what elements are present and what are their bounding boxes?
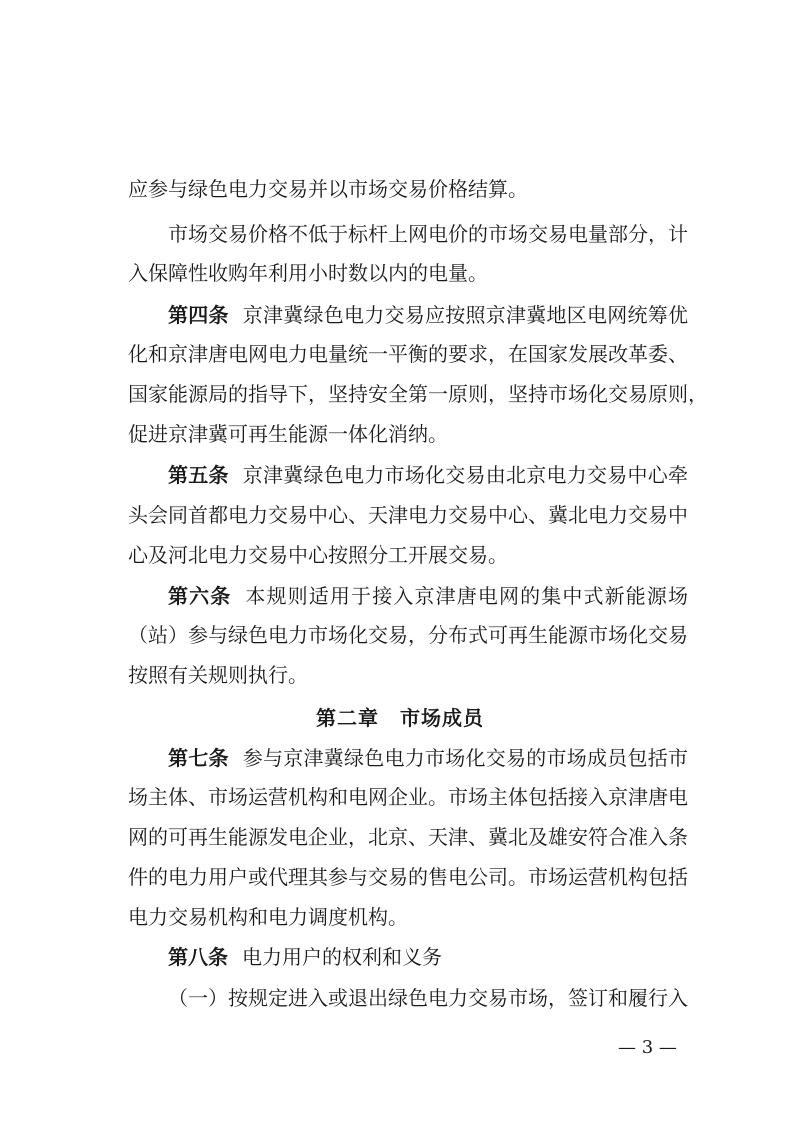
page-number: — 3 — (618, 1037, 677, 1058)
paragraph-line: 网的可再生能源发电企业，北京、天津、冀北及雄安符合准入条 (128, 825, 688, 849)
paragraph-line: 促进京津冀可再生能源一体化消纳。 (128, 422, 448, 446)
paragraph-line: （站）参与绿色电力市场化交易，分布式可再生能源市场化交易 (128, 623, 688, 647)
paragraph-line (168, 302, 688, 328)
article-heading: 第八条 (168, 945, 228, 969)
paragraph-line: 头会同首都电力交易中心、天津电力交易中心、冀北电力交易中 (128, 503, 688, 527)
article-heading: 第六条 (168, 584, 232, 608)
paragraph-line: 化和京津唐电网电力电量统一平衡的要求，在国家发展改革委、 (128, 342, 688, 366)
article-heading: 第五条 (168, 463, 229, 487)
article-heading: 第四条 (168, 303, 229, 327)
paragraph-text: 电力用户的权利和义务 (242, 945, 442, 969)
paragraph-text: 参与京津冀绿色电力市场化交易的市场成员包括市 (242, 746, 688, 770)
paragraph-line: 应参与绿色电力交易并以市场交易价格结算。 (128, 177, 528, 201)
paragraph-line (168, 583, 688, 609)
paragraph-text: 京津冀绿色电力交易应按照京津冀地区电网统筹优 (242, 303, 688, 327)
paragraph-line: （一）按规定进入或退出绿色电力交易市场，签订和履行入 (168, 986, 688, 1010)
paragraph-line: 按照有关规则执行。 (128, 663, 308, 687)
paragraph-line: 件的电力用户或代理其参与交易的售电公司。市场运营机构包括 (128, 865, 688, 889)
article-heading: 第七条 (168, 746, 229, 770)
chapter-heading: 第二章 市场成员 (316, 706, 484, 730)
paragraph-text: 本规则适用于接入京津唐电网的集中式新能源场 (245, 584, 689, 608)
paragraph-line: 场主体、市场运营机构和电网企业。市场主体包括接入京津唐电 (128, 785, 688, 809)
paragraph-text: 京津冀绿色电力市场化交易由北京电力交易中心牵 (242, 463, 688, 487)
paragraph-line: 市场交易价格不低于标杆上网电价的市场交易电量部分，计 (168, 222, 688, 246)
paragraph-line: 入保障性收购年利用小时数以内的电量。 (128, 261, 488, 285)
paragraph-line: 国家能源局的指导下，坚持安全第一原则，坚持市场化交易原则， (128, 382, 708, 406)
paragraph-line: 电力交易机构和电力调度机构。 (128, 905, 408, 929)
paragraph-line (168, 944, 688, 970)
paragraph-line (168, 462, 688, 488)
paragraph-line: 心及河北电力交易中心按照分工开展交易。 (128, 543, 508, 567)
paragraph-line (168, 745, 688, 771)
